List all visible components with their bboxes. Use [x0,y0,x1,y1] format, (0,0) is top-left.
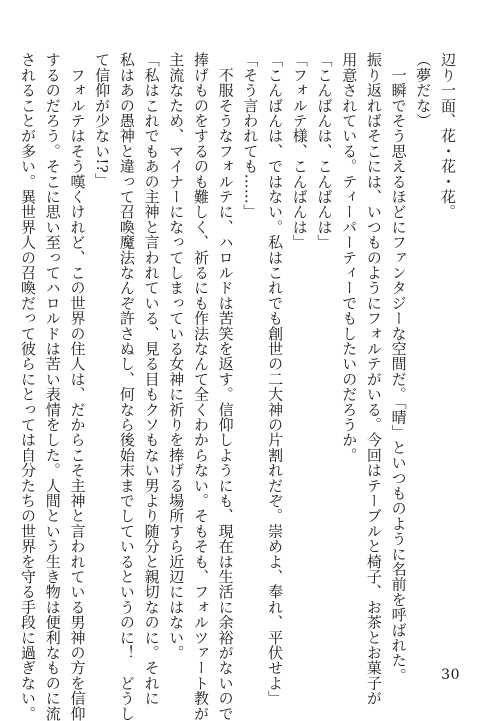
text-line: されることが多い。異世界人の召喚だって彼らにとっては自分たちの世界を守る手段に過ぎない。 [19,52,38,721]
text-line: 一瞬でそう思えるほどにファンタジーな空間だ。「晴」といつものように名前を呼ばれた。 [389,52,408,683]
text-line: 「こんばんは、ではない。私はこれでも創世の二大神の片割れだぞ。崇めよ、奉れ、平伏せよ」 [266,52,285,706]
text-line: 用意されている。ティーパーティーでもしたいのだろうか。 [340,52,359,463]
text-line: 不服そうなフォルテに、ハロルドは苦笑を返す。信仰しようにも、現在は生活に余裕がないので [216,52,235,721]
text-line: 捧げものをするのも難しく、祈るにも作法なんて全くわからない。そもそも、フォルツァート教が [191,52,210,721]
text-line: 「私はこれでもあの主神と言われている、見る目もクソもない男より随分と親切なのに。それに [142,52,161,706]
text-line: て信仰が少ない!?」 [93,52,112,189]
page-number: 30 [441,667,460,683]
text-line: 主流なため、マイナーになってしまっている女神に祈りを捧げる場所すら近辺にはない。 [167,52,186,660]
text-line: 辺り一面、花・花・花。 [439,52,457,220]
text-line: するのだろう。そこに思い至ってハロルドは苦い表情をした。人間という生き物は便利なものに流 [43,52,62,721]
text-line: 「そう言われても……」 [241,52,260,220]
text-line: （夢だな） [414,52,433,128]
text-line: 私はあの愚神と違って召喚魔法なんぞ許さぬし、何なら後始末までしているというのに！ どうし [117,52,136,721]
text-line: 「こんばんは、こんばんは」 [315,52,334,250]
text-line: フォルテはそう嘆くけれど、この世界の住人は、だからこそ主神と言われている男神の方を信仰 [68,52,87,721]
text-line: 「フォルテ様、こんばんは」 [290,52,309,250]
text-line: 振り返ればそこには、いつものようにフォルテがいる。今回はテーブルと椅子、お茶とお菓子が [364,52,383,706]
